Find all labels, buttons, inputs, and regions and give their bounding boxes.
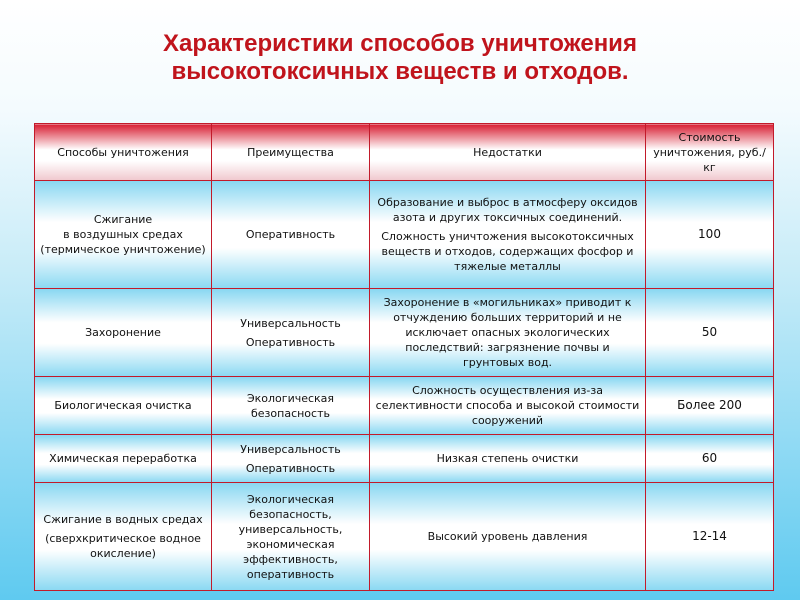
cell-line: Высокий уровень давления [427,530,588,543]
slide-title-line-2: высокотоксичных веществ и отходов. [171,58,629,85]
table-row [35,289,774,377]
cell-line: Сжигание в водных средах [43,513,203,526]
cost-cell: Более 200 [646,377,774,435]
cell-line: Экологическая безопасность [246,391,335,420]
table-row [35,181,774,289]
cell-line: (сверхкритическое водное окисление) [45,532,201,560]
cost-cell: 100 [646,181,774,289]
cell-line: Сложность уничтожения высокотоксичных веществ и отходов, содержащих фосфор и тяжелые металлы [381,230,634,273]
cell-line: Оперативность [245,461,336,475]
cell-line: Сжигание [93,213,153,226]
cost-cell: 12-14 [646,483,774,591]
slide-title [0,30,800,86]
header-cost: Стоимость уничтожения, руб./кг [646,124,774,181]
advantages-cell [212,483,370,591]
advantages-cell [212,181,370,289]
cell-line: в воздушных средах [63,228,183,241]
table-row [35,483,774,591]
method-cell [35,435,212,483]
cost-cell: 50 [646,289,774,377]
cell-line: Химическая переработка [49,452,197,465]
cell-line: Оперативность [245,335,336,349]
cell-line: (термическое уничтожение) [40,243,206,256]
disadvantages-cell [370,483,646,591]
cell-line: Низкая степень очистки [436,452,579,465]
header-method: Способы уничтожения [35,124,212,181]
cell-line: Образование и выброс в атмосферу оксидов азота и других токсичных соединений. [377,196,638,224]
cell-line: Захоронение в «могильниках» приводит к отчуждению больших территорий и не исключает опасных экологических последствий: загрязнение почвы и грунтовых вод. [383,296,632,369]
disadvantages-cell [370,289,646,377]
cell-line: Универсальность [240,442,341,456]
header-disadvantages: Недостатки [370,124,646,181]
table-row [35,377,774,435]
cell-line: Оперативность [245,228,336,241]
cost-cell: 60 [646,435,774,483]
slide-title-line-1: Характеристики способов уничтожения [163,30,637,57]
cell-line: Захоронение [85,326,161,339]
advantages-cell [212,377,370,435]
disadvantages-cell [370,435,646,483]
cell-line: Биологическая очистка [54,399,192,412]
cell-line: Универсальность [240,316,341,330]
table-header-row [35,124,774,181]
advantages-cell [212,289,370,377]
method-cell [35,483,212,591]
disadvantages-cell [370,377,646,435]
method-cell [35,289,212,377]
table-row [35,435,774,483]
cell-line: Сложность осуществления из-за селективности способа и высокой стоимости сооружений [375,384,640,427]
disadvantages-cell [370,181,646,289]
cell-line: Экологическая безопасность, универсальность, экономическая эффективность, оперативность [238,492,343,581]
comparison-table [34,123,774,591]
method-cell [35,377,212,435]
advantages-cell [212,435,370,483]
method-cell [35,181,212,289]
header-advantages: Преимущества [212,124,370,181]
